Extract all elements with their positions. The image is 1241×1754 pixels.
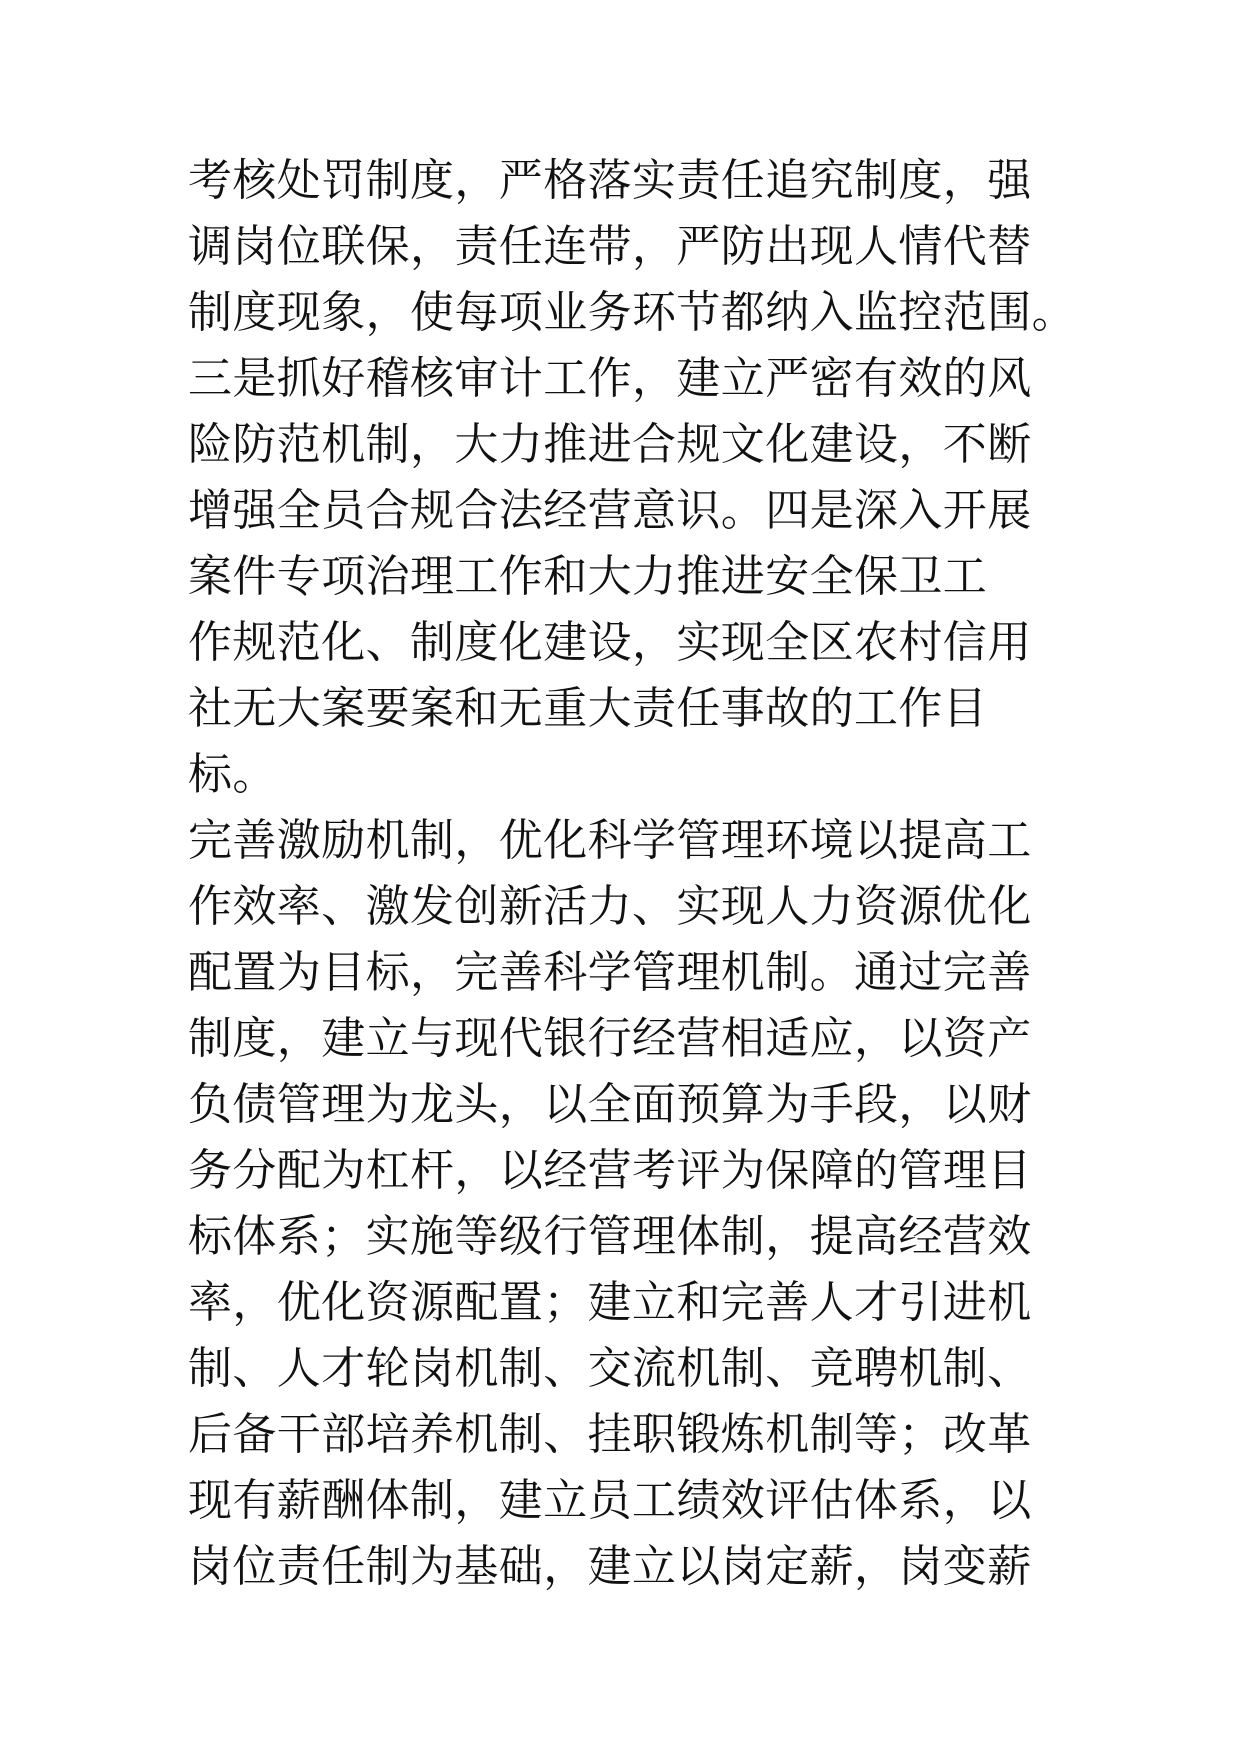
text-line: 岗位责任制为基础，建立以岗定薪，岗变薪 [188, 1541, 1032, 1592]
text-line: 险防范机制，大力推进合规文化建设，不断 [188, 419, 1032, 470]
text-line: 制、人才轮岗机制、交流机制、竞聘机制、 [188, 1343, 1032, 1394]
text-line: 现有薪酬体制，建立员工绩效评估体系，以 [188, 1475, 1032, 1526]
text-line: 社无大案要案和无重大责任事故的工作目 [188, 683, 988, 734]
text-line: 标。 [188, 749, 277, 800]
text-line: 配置为目标，完善科学管理机制。通过完善 [188, 947, 1032, 998]
text-line: 制度现象，使每项业务环节都纳入监控范围。 [188, 287, 1076, 338]
text-line: 务分配为杠杆，以经营考评为保障的管理目 [188, 1145, 1032, 1196]
text-line: 标体系；实施等级行管理体制，提高经营效 [188, 1211, 1032, 1262]
text-line: 案件专项治理工作和大力推进安全保卫工 [188, 551, 988, 602]
text-line: 三是抓好稽核审计工作，建立严密有效的风 [188, 353, 1032, 404]
text-line: 率，优化资源配置；建立和完善人才引进机 [188, 1277, 1032, 1328]
text-line: 作规范化、制度化建设，实现全区农村信用 [188, 617, 1032, 668]
body-text [188, 148, 1188, 1600]
text-line: 完善激励机制，优化科学管理环境以提高工 [188, 815, 1032, 866]
text-line: 考核处罚制度，严格落实责任追究制度，强 [188, 155, 1032, 206]
text-line: 制度，建立与现代银行经营相适应，以资产 [188, 1013, 1032, 1064]
text-line: 作效率、激发创新活力、实现人力资源优化 [188, 881, 1032, 932]
text-line: 增强全员合规合法经营意识。四是深入开展 [188, 485, 1032, 536]
text-line: 负债管理为龙头，以全面预算为手段，以财 [188, 1079, 1032, 1130]
text-line: 调岗位联保，责任连带，严防出现人情代替 [188, 221, 1032, 272]
text-line: 后备干部培养机制、挂职锻炼机制等；改革 [188, 1409, 1032, 1460]
